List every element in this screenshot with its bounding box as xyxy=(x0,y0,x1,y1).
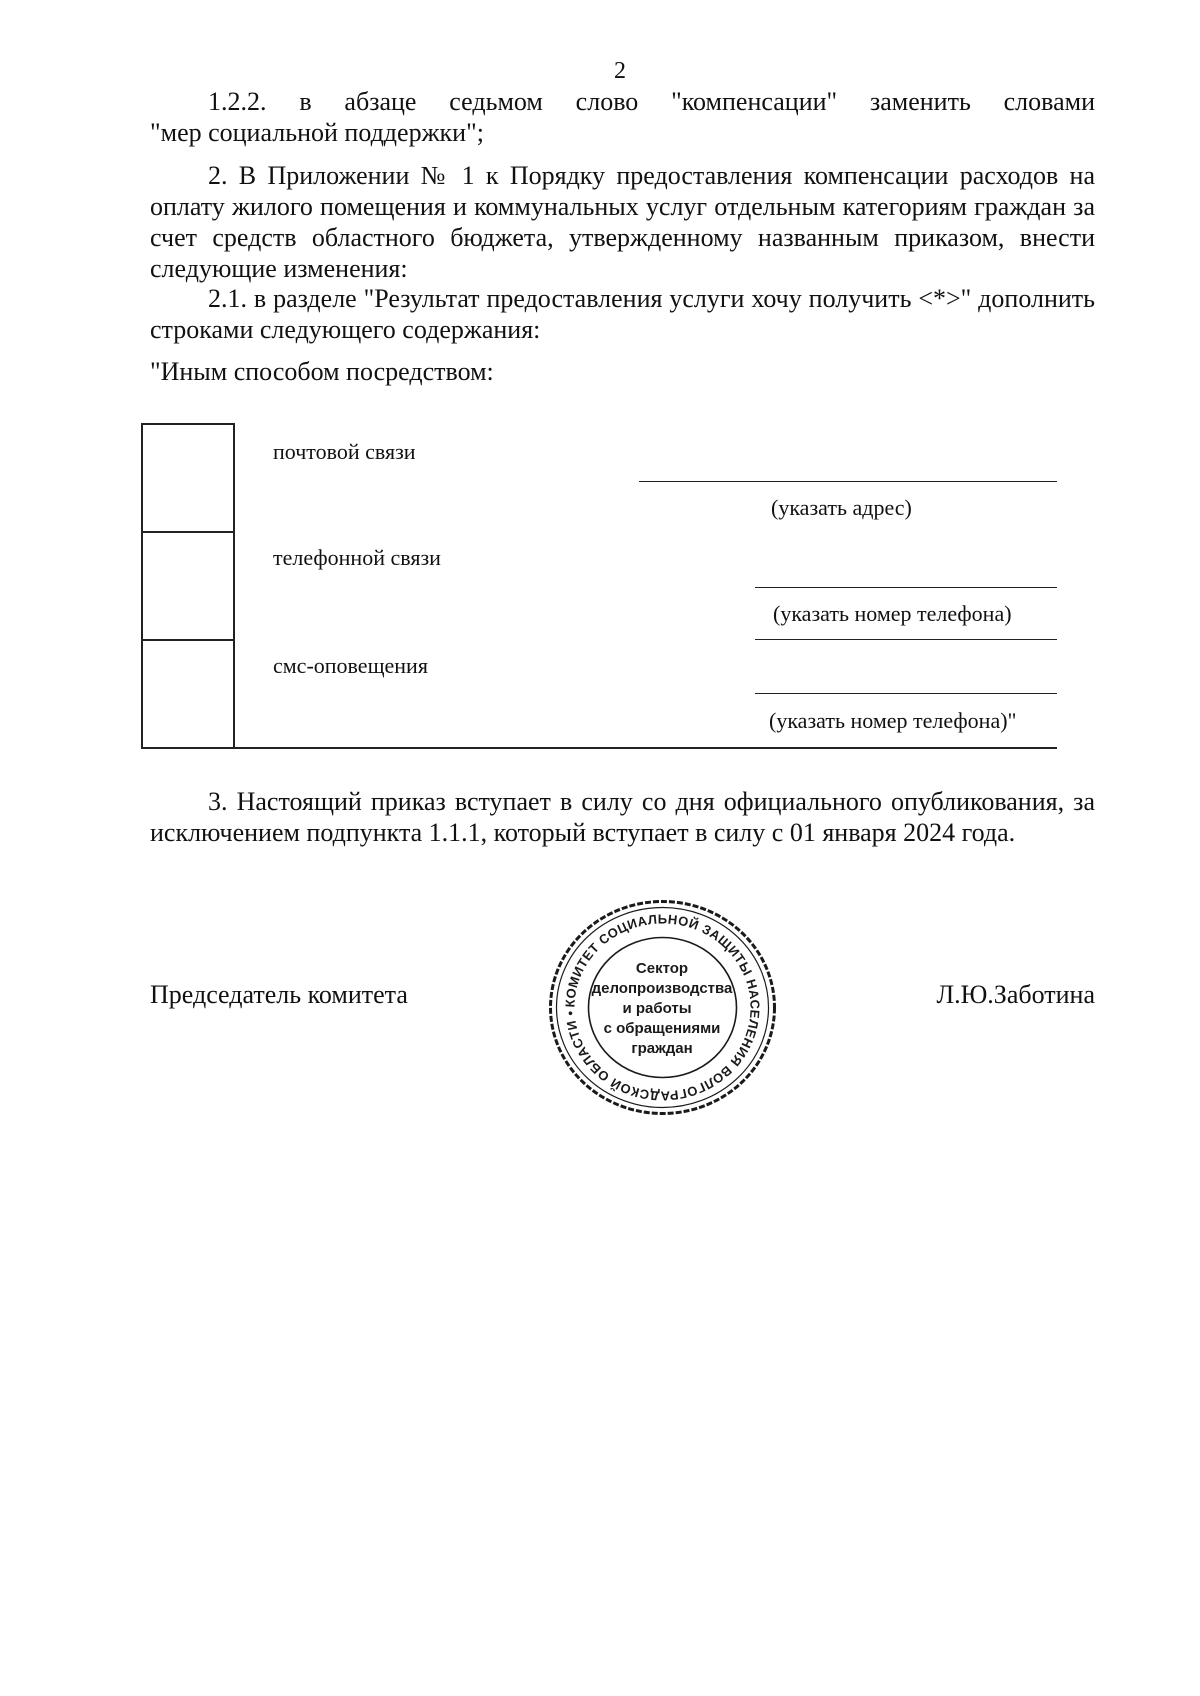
stamp-line-1: Сектор xyxy=(635,960,689,977)
paragraph-2-1: 2.1. в разделе "Результат предоставления услуги хочу получить <*>" дополнить строками следующего содержания: xyxy=(150,284,1095,344)
checkbox-phone[interactable] xyxy=(143,533,233,639)
hint-phone: (указать номер телефона) xyxy=(773,601,1012,626)
phone-hint-underline xyxy=(755,639,1057,640)
option-label-postal: почтовой связи xyxy=(273,439,416,464)
stamp-line-5: граждан xyxy=(631,1040,693,1057)
paragraph-other-method: "Иным способом посредством: xyxy=(150,357,494,386)
stamp-ring-text: КОМИТЕТ СОЦИАЛЬНОЙ ЗАЩИТЫ НАСЕЛЕНИЯ ВОЛГОГРАДСКОЙ ОБЛАСТИ • xyxy=(562,911,763,1104)
option-label-sms: смс-оповещения xyxy=(273,653,428,678)
stamp-line-2: делопроизводства xyxy=(591,980,733,997)
paragraph-1-2-2-line-1: 1.2.2. в абзаце седьмом слово "компенсации" заменить словами xyxy=(208,87,1095,116)
checkbox-postal[interactable] xyxy=(143,425,233,531)
address-fill-line xyxy=(639,481,1057,482)
sms-fill-line xyxy=(755,693,1057,694)
official-stamp xyxy=(545,895,780,1120)
paragraph-2: 2. В Приложении № 1 к Порядку предоставления компенсации расходов на оплату жилого помещения и коммунальных услуг отдельным категориям граждан за счет средств областного бюджета, утвержденному названным приказом, внести следующие изменения: xyxy=(150,161,1095,283)
phone-fill-line xyxy=(755,587,1057,588)
delivery-options-table xyxy=(141,423,1057,747)
paragraph-1-2-2 xyxy=(150,86,1095,148)
hint-address: (указать адрес) xyxy=(771,495,912,520)
option-label-phone: телефонной связи xyxy=(273,545,441,570)
signature-position: Председатель комитета xyxy=(150,980,408,1009)
hint-sms: (указать номер телефона)" xyxy=(769,708,1017,733)
signature-name: Л.Ю.Заботина xyxy=(936,980,1095,1009)
stamp-line-3: и работы xyxy=(622,1000,692,1017)
stamp-line-4: с обращениями xyxy=(603,1020,721,1037)
checkbox-sms[interactable] xyxy=(143,641,233,747)
paragraph-3: 3. Настоящий приказ вступает в силу со дня официального опубликования, за исключением подпункта 1.1.1, который вступает в силу с 01 января 2024 года. xyxy=(150,787,1095,847)
page-number: 2 xyxy=(614,58,626,84)
paragraph-1-2-2-line-2: "мер социальной поддержки"; xyxy=(150,118,484,147)
